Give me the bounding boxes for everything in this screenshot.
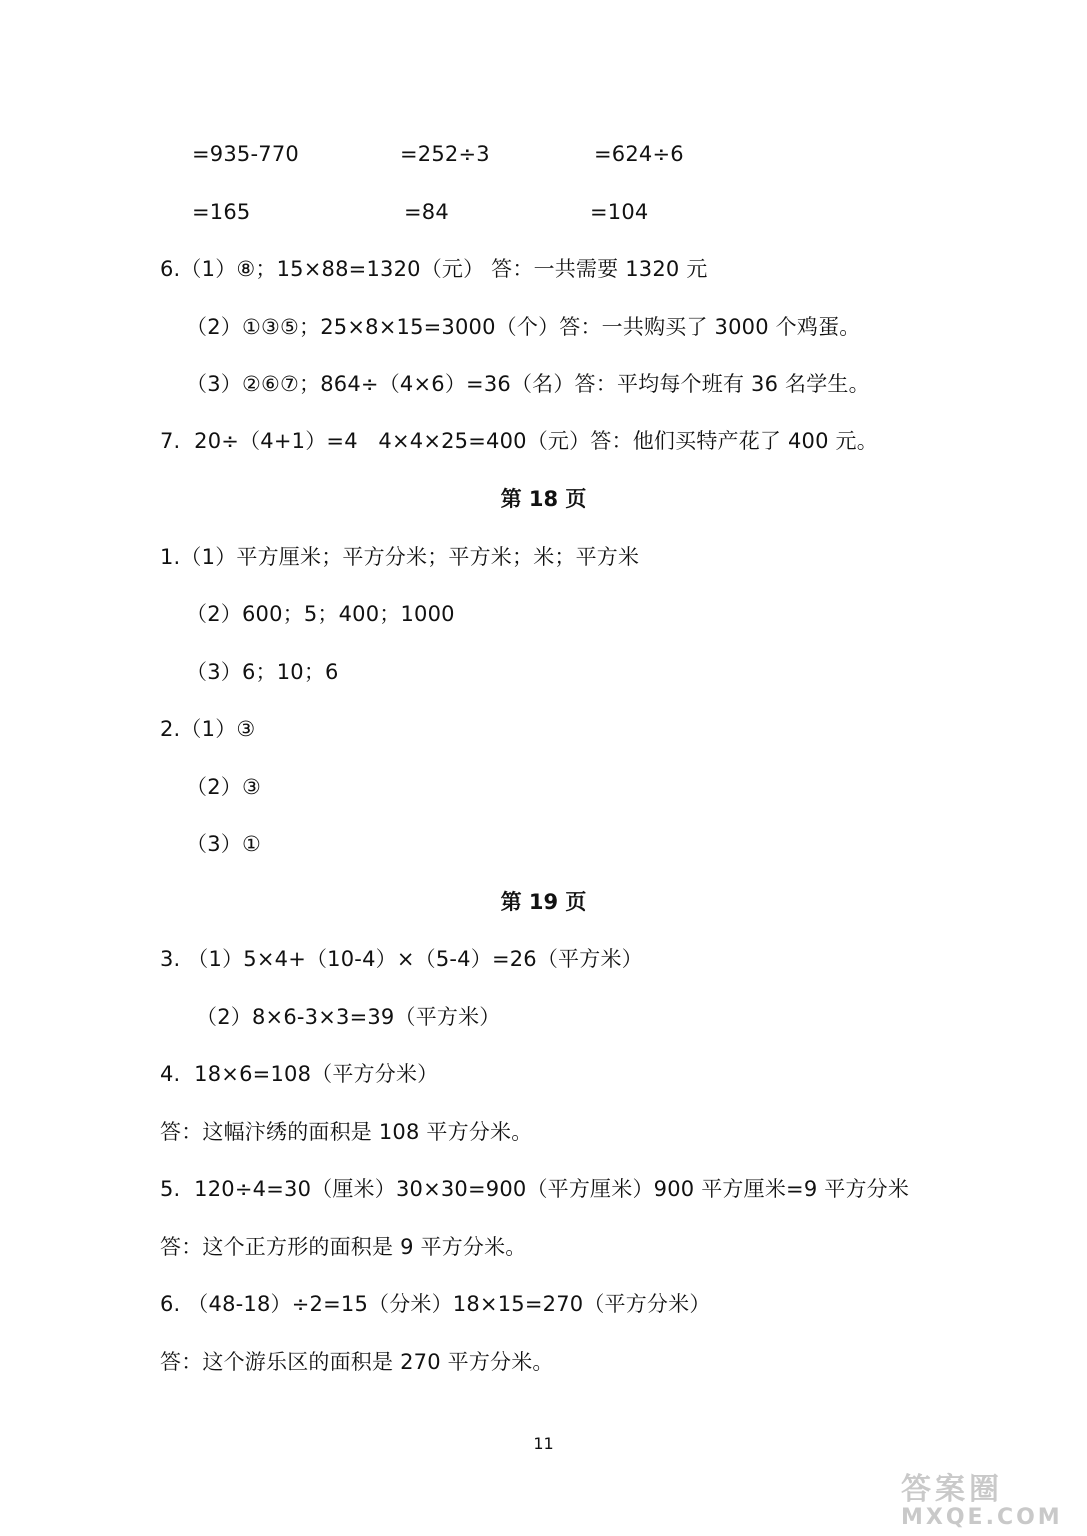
section-heading-page-18: 第 18 页 (500, 487, 587, 511)
answer-18-2-3: （3）① (186, 832, 261, 856)
answer-19-4: 4. 18×6=108（平方分米） (160, 1062, 439, 1086)
calc-row-2-col-3: =104 (590, 200, 649, 224)
section-heading-page-19: 第 19 页 (500, 890, 587, 914)
answer-7: 7. 20÷（4+1）=4 4×4×25=400（元）答：他们买特产花了 400 元。 (160, 429, 878, 453)
answer-19-4-reply: 答：这幅汴绣的面积是 108 平方分米。 (160, 1120, 533, 1144)
page-number: 11 (533, 1434, 554, 1453)
answer-18-2-1: 2.（1）③ (160, 717, 256, 741)
answer-19-3-1: 3. （1）5×4+（10-4）×（5-4）=26（平方米） (160, 947, 643, 971)
answer-19-3-2: （2）8×6-3×3=39（平方米） (196, 1005, 501, 1029)
answer-6-1: 6.（1）⑧；15×88=1320（元） 答：一共需要 1320 元 (160, 257, 708, 281)
answer-19-5: 5. 120÷4=30（厘米）30×30=900（平方厘米）900 平方厘米=9 平方分米 (160, 1177, 910, 1201)
watermark-line-2: MXQE.COM (901, 1505, 1063, 1530)
answer-18-1-1: 1.（1）平方厘米；平方分米；平方米；米；平方米 (160, 545, 640, 569)
answer-6-2: （2）①③⑤；25×8×15=3000（个）答：一共购买了 3000 个鸡蛋。 (186, 315, 861, 339)
answer-18-2-2: （2）③ (186, 775, 261, 799)
watermark-line-1: 答案圈 (901, 1472, 1003, 1507)
answer-19-6: 6. （48-18）÷2=15（分米）18×15=270（平方分米） (160, 1292, 711, 1316)
answer-18-1-2: （2）600；5；400；1000 (186, 602, 455, 626)
calc-row-1-col-3: =624÷6 (594, 142, 684, 166)
calc-row-1-col-1: =935-770 (192, 142, 299, 166)
answer-6-3: （3）②⑥⑦；864÷（4×6）=36（名）答：平均每个班有 36 名学生。 (186, 372, 870, 396)
calc-row-2-col-1: =165 (192, 200, 251, 224)
answer-18-1-3: （3）6；10；6 (186, 660, 339, 684)
answer-19-5-reply: 答：这个正方形的面积是 9 平方分米。 (160, 1235, 527, 1259)
calc-row-1-col-2: =252÷3 (400, 142, 490, 166)
calc-row-2-col-2: =84 (404, 200, 449, 224)
answer-19-6-reply: 答：这个游乐区的面积是 270 平方分米。 (160, 1350, 554, 1374)
watermark-logo (901, 1474, 1081, 1532)
